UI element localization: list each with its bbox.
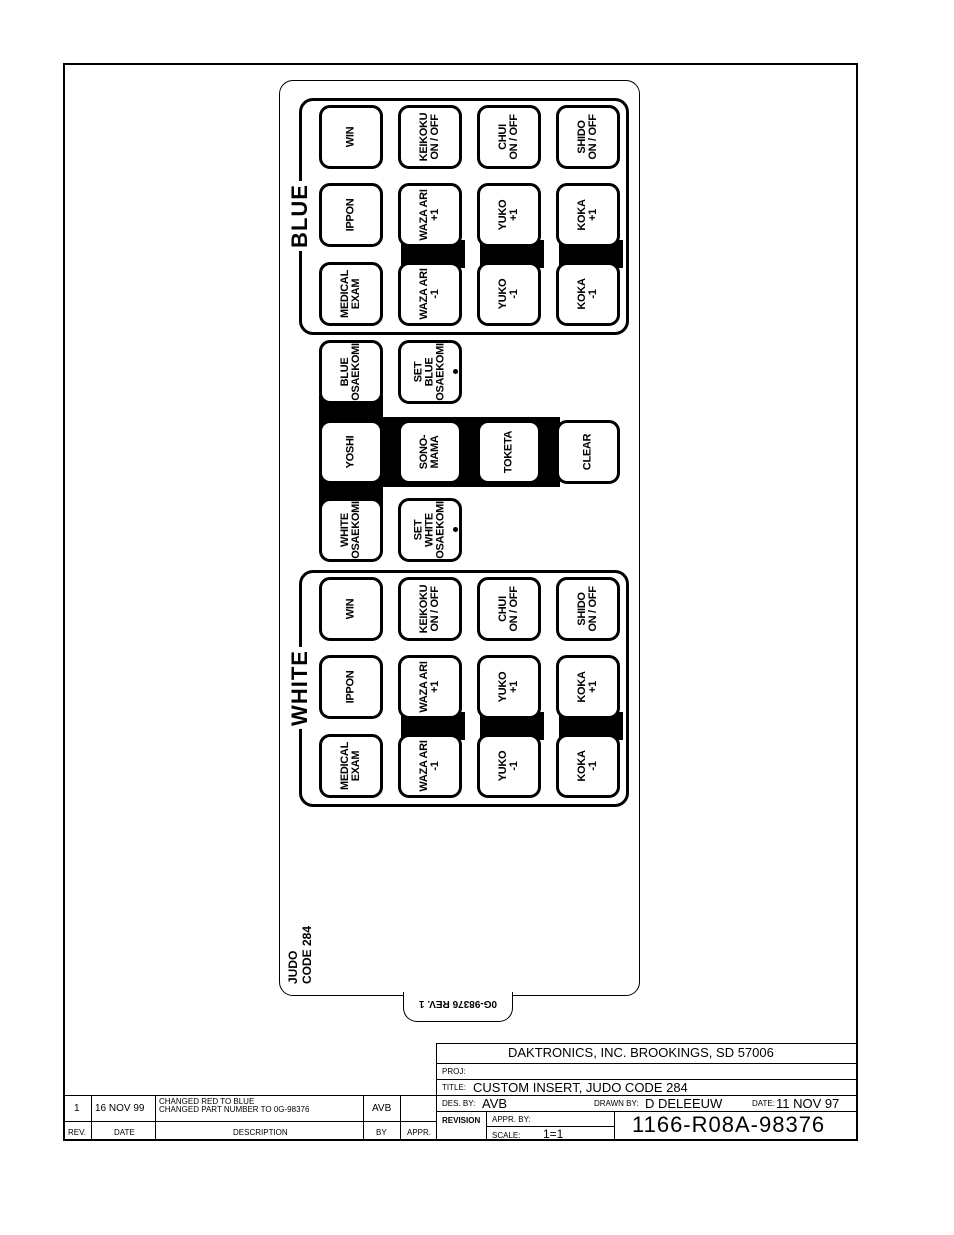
- blue-chui-key[interactable]: [477, 105, 541, 169]
- blue-osaekomi-key[interactable]: [319, 340, 383, 404]
- key-label: YUKO -1: [497, 278, 520, 310]
- key-label: WIN: [344, 598, 357, 620]
- key-label: KOKA -1: [576, 750, 599, 782]
- rev-number: 1: [74, 1103, 80, 1114]
- title-value: CUSTOM INSERT, JUDO CODE 284: [473, 1080, 688, 1095]
- key-label: CHUI ON / OFF: [497, 586, 520, 632]
- date-header: DATE: [114, 1128, 135, 1137]
- blue-shido-key[interactable]: [556, 105, 620, 169]
- set-white-osaekomi-key[interactable]: [398, 498, 462, 562]
- designer-label: DES. BY:: [442, 1099, 476, 1108]
- blue-koka-plus-key[interactable]: [556, 183, 620, 247]
- blue-keikoku-key[interactable]: [398, 105, 462, 169]
- key-label: KOKA +1: [576, 199, 599, 231]
- description-header: DESCRIPTION: [233, 1128, 288, 1137]
- key-label: CLEAR: [581, 433, 594, 471]
- key-label: KEIKOKU ON / OFF: [418, 112, 441, 162]
- rev-line: [63, 1121, 437, 1122]
- key-label: IPPON: [344, 670, 357, 704]
- blue-koka-minus-key[interactable]: [556, 262, 620, 326]
- yoshi-key[interactable]: [319, 420, 383, 484]
- approved-by-label: APPR. BY:: [492, 1115, 531, 1124]
- white-waza-ari-plus-key[interactable]: [398, 655, 462, 719]
- key-label: IPPON: [344, 198, 357, 232]
- key-label: MEDICAL EXAM: [339, 269, 362, 319]
- title-label: TITLE:: [442, 1083, 467, 1092]
- rev-line: [400, 1095, 401, 1141]
- key-label: BLUE OSAEKOMI: [339, 343, 362, 401]
- key-label: KEIKOKU ON / OFF: [418, 584, 441, 634]
- blue-waza-ari-plus-key[interactable]: [398, 183, 462, 247]
- indicator-dot: [453, 527, 458, 532]
- white-medical-exam-key[interactable]: [319, 734, 383, 798]
- key-label: WHITE OSAEKOMI: [339, 501, 362, 559]
- sono-mama-key[interactable]: [398, 420, 462, 484]
- blue-ippon-key[interactable]: [319, 183, 383, 247]
- white-group-label: WHITE: [287, 647, 313, 729]
- key-label: SET WHITE OSAEKOMI: [412, 501, 447, 559]
- white-shido-key[interactable]: [556, 577, 620, 641]
- tb-line: [614, 1111, 615, 1141]
- drawn-by-value: D DELEEUW: [645, 1096, 723, 1111]
- key-label: YUKO +1: [497, 199, 520, 231]
- key-label: SET BLUE OSAEKOMI: [412, 343, 447, 401]
- key-label: SHIDO ON / OFF: [576, 586, 599, 632]
- key-label: KOKA +1: [576, 671, 599, 703]
- white-osaekomi-key[interactable]: [319, 498, 383, 562]
- key-label: WAZA ARI +1: [418, 661, 441, 713]
- designer-value: AVB: [482, 1096, 508, 1111]
- white-ippon-key[interactable]: [319, 655, 383, 719]
- rev-description-1: CHANGED RED TO BLUE: [159, 1097, 255, 1106]
- blue-yuko-minus-key[interactable]: [477, 262, 541, 326]
- white-koka-minus-key[interactable]: [556, 734, 620, 798]
- scale-value: 1=1: [543, 1127, 564, 1141]
- key-label: WAZA ARI +1: [418, 189, 441, 241]
- blue-waza-ari-minus-key[interactable]: [398, 262, 462, 326]
- blue-yuko-plus-key[interactable]: [477, 183, 541, 247]
- rev-by: AVB: [372, 1103, 392, 1114]
- white-win-key[interactable]: [319, 577, 383, 641]
- rev-description-2: CHANGED PART NUMBER TO 0G-98376: [159, 1105, 310, 1114]
- rev-header: REV.: [68, 1128, 86, 1137]
- key-label: WAZA ARI -1: [418, 268, 441, 320]
- key-label: SHIDO ON / OFF: [576, 114, 599, 160]
- date-value: 11 NOV 97: [776, 1096, 840, 1111]
- white-keikoku-key[interactable]: [398, 577, 462, 641]
- white-yuko-minus-key[interactable]: [477, 734, 541, 798]
- appr-header: APPR.: [407, 1128, 432, 1137]
- key-label: YOSHI: [344, 435, 357, 469]
- key-label: WIN: [344, 126, 357, 148]
- rev-line: [91, 1095, 92, 1141]
- key-label: TOKETA: [502, 430, 515, 474]
- set-blue-osaekomi-key[interactable]: [398, 340, 462, 404]
- rev-date: 16 NOV 99: [95, 1103, 145, 1114]
- white-koka-plus-key[interactable]: [556, 655, 620, 719]
- blue-medical-exam-key[interactable]: [319, 262, 383, 326]
- rev-line: [363, 1095, 364, 1141]
- white-chui-key[interactable]: [477, 577, 541, 641]
- insert-code-label: JUDO CODE 284: [286, 925, 314, 985]
- drawing-number: 1166-R08A-98376: [632, 1112, 826, 1137]
- part-stamp: 0G-98376 REV. 1: [418, 998, 498, 1009]
- key-label: WAZA ARI -1: [418, 740, 441, 792]
- tb-line: [436, 1063, 858, 1064]
- toketa-key[interactable]: [477, 420, 541, 484]
- blue-win-key[interactable]: [319, 105, 383, 169]
- proj-label: PROJ:: [442, 1067, 466, 1076]
- date-label: DATE:: [752, 1099, 775, 1108]
- key-label: KOKA -1: [576, 278, 599, 310]
- indicator-dot: [453, 369, 458, 374]
- by-header: BY: [376, 1128, 387, 1137]
- key-label: CHUI ON / OFF: [497, 114, 520, 160]
- revision-label: REVISION: [442, 1116, 481, 1125]
- key-label: YUKO +1: [497, 671, 520, 703]
- key-label: SONO- MAMA: [418, 434, 441, 470]
- rev-line: [155, 1095, 156, 1141]
- company-name: DAKTRONICS, INC. BROOKINGS, SD 57006: [508, 1045, 774, 1060]
- drawn-by-label: DRAWN BY:: [594, 1099, 639, 1108]
- key-label: MEDICAL EXAM: [339, 741, 362, 791]
- insert-tab: [403, 992, 513, 1022]
- scale-label: SCALE:: [492, 1131, 521, 1140]
- clear-key[interactable]: [556, 420, 620, 484]
- blue-group-label: BLUE: [287, 181, 313, 251]
- white-yuko-plus-key[interactable]: [477, 655, 541, 719]
- key-label: YUKO -1: [497, 750, 520, 782]
- white-waza-ari-minus-key[interactable]: [398, 734, 462, 798]
